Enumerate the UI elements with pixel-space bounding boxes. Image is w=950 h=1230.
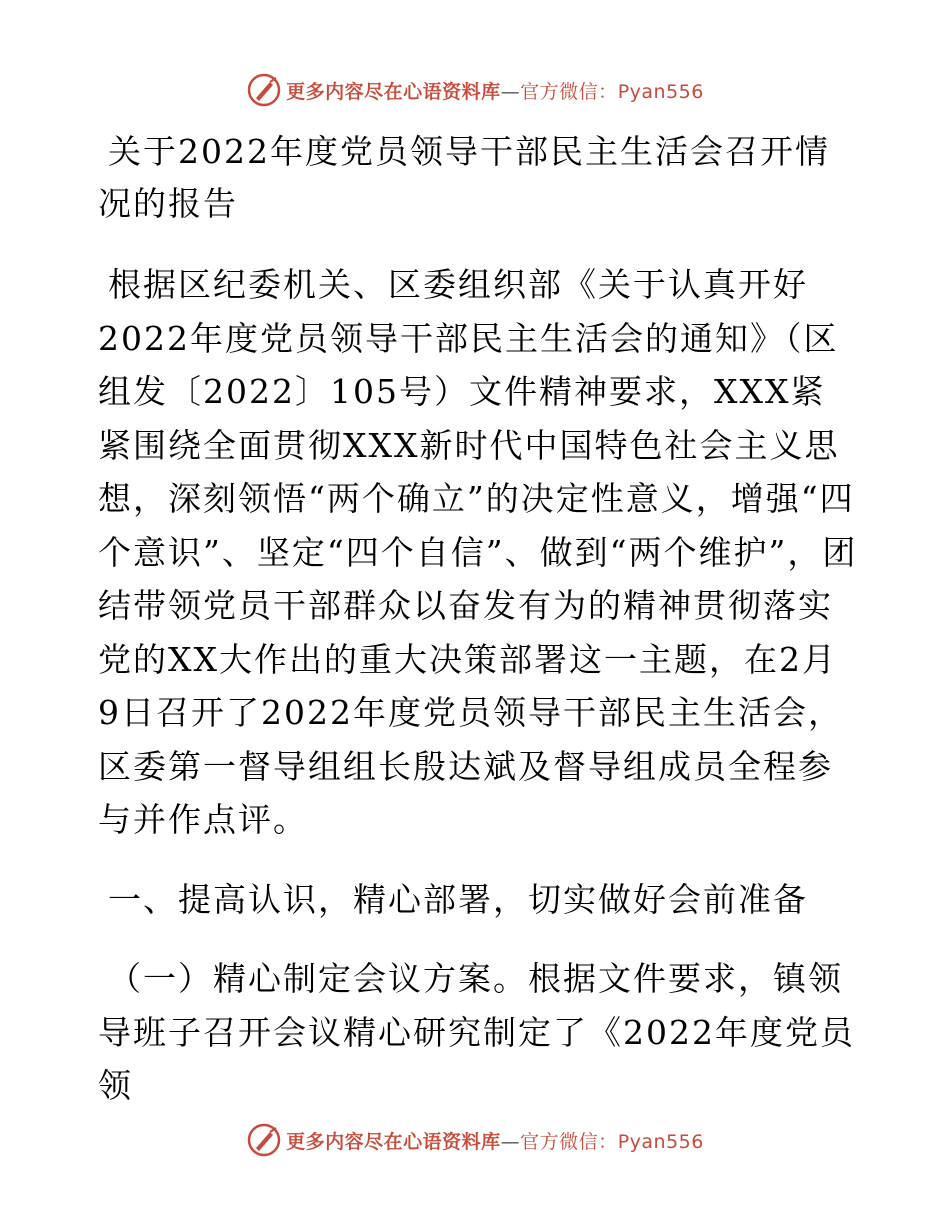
quill-pen-logo-icon — [246, 1122, 282, 1158]
intro-paragraph: 根据区纪委机关、区委组织部《关于认真开好2022年度党员领导干部民主生活会的通知》（区组发〔2022〕105号）文件精神要求，XXX紧紧围绕全面贯彻XXX新时代中国特色社会主义思想，深刻领悟“两个确立”的决定性意义，增强“四个意识”、坚定“四个自信”、做到“两个维护”，团结带领党员干部群众以奋发有为的精神贯彻落实党的XX大作出的重大决策部署这一主题，在2月9日召开了2022年度党员领导干部民主生活会，区委第一督导组组长殷达斌及督导组成员全程参与并作点评。 — [98, 265, 858, 839]
watermark-official-label: 官方微信： — [520, 1130, 618, 1153]
watermark-wechat-id: Pyan556 — [617, 1130, 704, 1153]
subsection-paragraph-1-1: （一）精心制定会议方案。根据文件要求，镇领导班子召开会议精心研究制定了《2022年度党员领 — [98, 959, 855, 1105]
watermark-text — [286, 1127, 704, 1154]
header-watermark — [0, 70, 950, 110]
document-body — [98, 126, 858, 1113]
watermark-official-label: 官方微信： — [520, 80, 618, 103]
document-title: 关于2022年度党员领导干部民主生活会召开情况的报告 — [98, 132, 830, 223]
watermark-main-text: 更多内容尽在心语资料库 — [286, 1130, 501, 1153]
footer-watermark — [0, 1120, 950, 1160]
section-heading-1: 一、提高认识，精心部署，切实做好会前准备 — [108, 879, 808, 919]
quill-pen-logo-icon — [246, 72, 282, 108]
watermark-wechat-id: Pyan556 — [617, 80, 704, 103]
watermark-text — [286, 77, 704, 104]
watermark-separator: — — [500, 80, 521, 103]
watermark-main-text: 更多内容尽在心语资料库 — [286, 80, 501, 103]
watermark-separator: — — [500, 1130, 521, 1153]
